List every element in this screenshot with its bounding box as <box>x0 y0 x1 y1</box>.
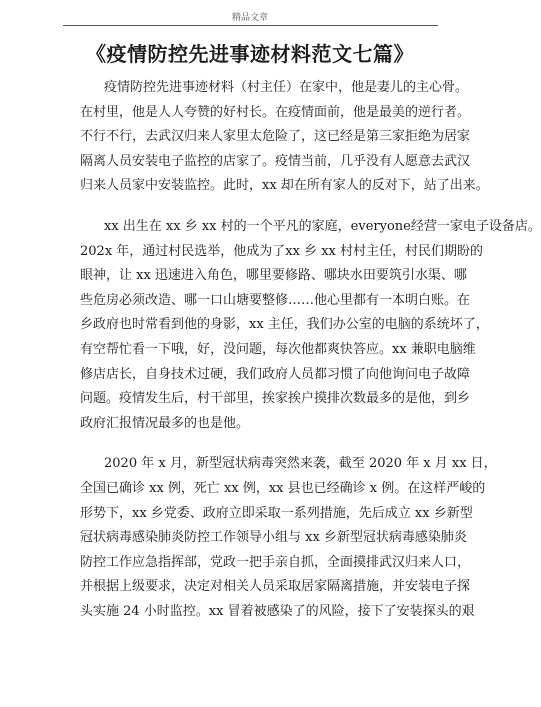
paragraph-1 <box>80 76 489 199</box>
text-line: 归来人员家中安装监控。此时，xx 却在所有家人的反对下，站了出来。 <box>80 178 489 194</box>
text-line: 隔离人员安装电子监控的店家了。疫情当前，几乎没有人愿意去武汉 <box>80 153 471 169</box>
document-body <box>80 76 541 624</box>
text-line: 疫情防控先进事迹材料（村主任）在家中，他是妻儿的主心骨。 <box>104 80 469 95</box>
text-line: 有空帮忙看一下哦，好，没问题，每次他都爽快答应。xx 兼职电脑维 <box>80 341 476 357</box>
text-line: 防控工作应急指挥部，党政一把手亲自抓，全面摸排武汉归来人口， <box>80 554 471 570</box>
text-line: 政府汇报情况最多的也是他。 <box>80 415 250 431</box>
document-title: 《疫情防控先进事迹材料范文七篇》 <box>86 42 414 66</box>
text-line: 问题。疫情发生后，村干部里，挨家挨户摸排次数最多的是他，到乡 <box>80 391 471 407</box>
text-line: 全国已确诊 xx 例，死亡 xx 例，xx 县也已经确诊 x 例。在这样严峻的 <box>80 480 486 496</box>
header-rule <box>63 25 438 26</box>
text-line: 202x 年，通过村民选举，他成为了xx 乡 xx 村村主任，村民们期盼的 <box>80 243 484 259</box>
paragraph-2 <box>80 215 541 436</box>
text-line: 些危房必须改造、哪一口山塘要整修……他心里都有一本明白账。在 <box>80 292 471 308</box>
text-line: 并根据上级要求，决定对相关人员采取居家隔离措施，并安装电子探 <box>80 579 471 595</box>
text-line: 形势下，xx 乡党委、政府立即采取一系列措施，先后成立 xx 乡新型 <box>80 505 473 521</box>
text-line: 乡政府也时常看到他的身影，xx 主任，我们办公室的电脑的系统坏了， <box>80 317 489 333</box>
text-line: 眼神，让 xx 迅速进入角色，哪里要修路、哪块水田要筑引水渠、哪 <box>80 268 467 284</box>
text-line: xx 出生在 xx 乡 xx 村的一个平凡的家庭，everyone经营一家电子设备店。 <box>104 218 541 234</box>
text-line: 冠状病毒感染肺炎防控工作领导小组与 xx 乡新型冠状病毒感染肺炎 <box>80 530 467 546</box>
header-label: 精品文章 <box>231 13 268 23</box>
text-line: 头实施 24 小时监控。xx 冒着被感染了的风险，接下了安装探头的艰 <box>80 603 475 619</box>
text-line: 不行不行，去武汉归来人家里太危险了，这已经是第三家拒绝为居家 <box>80 129 471 145</box>
paragraph-3 <box>80 452 497 624</box>
text-line: 在村里，他是人人夸赞的好村长。在疫情面前，他是最美的逆行者。 <box>80 104 471 120</box>
text-line: 修店店长，自身技术过硬，我们政府人员都习惯了向他询问电子故障 <box>80 366 471 382</box>
text-line: 2020 年 x 月，新型冠状病毒突然来袭，截至 2020 年 x 月 xx 日， <box>104 456 497 472</box>
